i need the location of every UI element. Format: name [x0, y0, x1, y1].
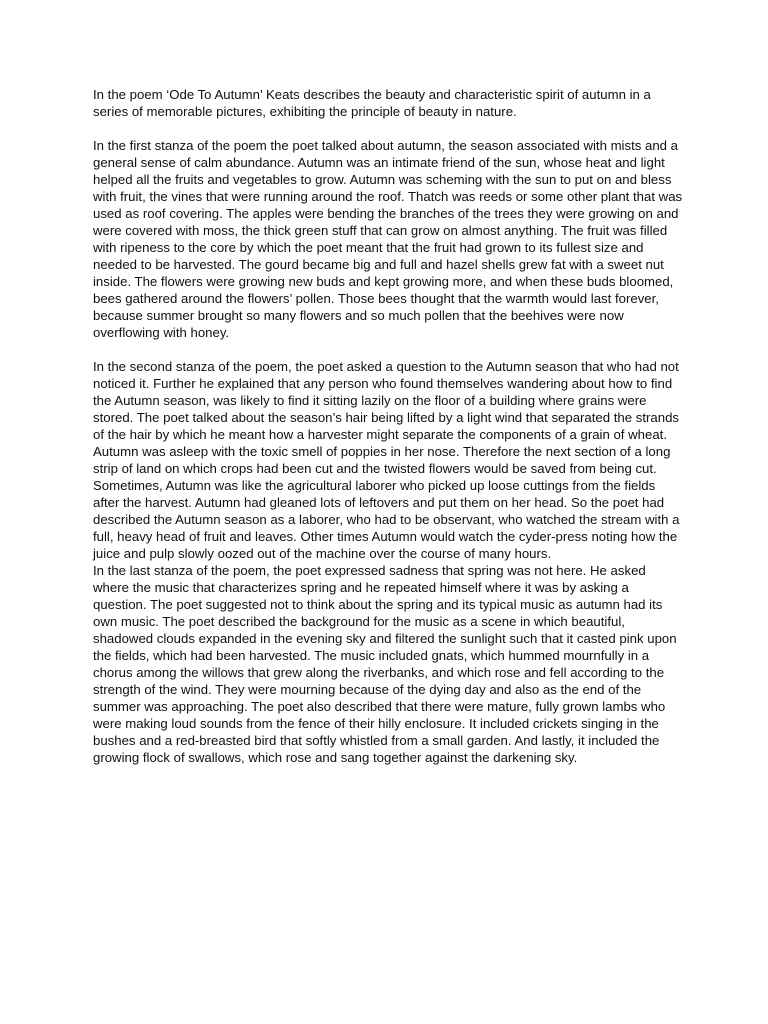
document-page	[93, 86, 683, 766]
paragraph-first-stanza: In the first stanza of the poem the poet talked about autumn, the season associated with mists and a general sense of calm abundance. Autumn was an intimate friend of the sun, whose heat and light helped all the fruits and vegetables to grow. Autumn was scheming with the sun to put on and bless with fruit, the vines that were running around the roof. Thatch was reeds or some other plant that was used as roof covering. The apples were bending the branches of the trees they were growing on and were covered with moss, the thick green stuff that can grow on almost anything. The fruit was filled with ripeness to the core by which the poet meant that the fruit had grown to its fullest size and needed to be harvested. The gourd became big and full and hazel shells grew fat with a sweet nut inside. The flowers were growing new buds and kept growing more, and when these buds bloomed, bees gathered around the flowers’ pollen. Those bees thought that the warmth would last forever, because summer brought so many flowers and so much pollen that the beehives were now overflowing with honey.	[93, 138, 683, 340]
paragraph-second-stanza: In the second stanza of the poem, the poet asked a question to the Autumn season that who had not noticed it. Further he explained that any person who found themselves wandering about how to find the Autumn season, was likely to find it sitting lazily on the floor of a building where grains were stored. The poet talked about the season’s hair being lifted by a light wind that separated the strands of the hair by which he meant how a harvester might separate the components of a grain of wheat. Autumn was asleep with the toxic smell of poppies in her nose. Therefore the next section of a long strip of land on which crops had been cut and the twisted flowers would be saved from being cut. Sometimes, Autumn was like the agricultural laborer who picked up loose cuttings from the fields after the harvest. Autumn had gleaned lots of leftovers and put them on her head. So the poet had described the Autumn season as a laborer, who had to be observant, who watched the stream with a full, heavy head of fruit and leaves. Other times Autumn would watch the cyder-press noting how the juice and pulp slowly oozed out of the machine over the course of many hours.	[93, 359, 680, 561]
paragraph-intro: In the poem ‘Ode To Autumn’ Keats describes the beauty and characteristic spirit of autumn in a series of memorable pictures, exhibiting the principle of beauty in nature.	[93, 87, 651, 119]
paragraph-last-stanza: In the last stanza of the poem, the poet expressed sadness that spring was not here. He asked where the music that characterizes spring and he repeated himself where it was by asking a question. The poet suggested not to think about the spring and its typical music as autumn had its own music. The poet described the background for the music as a scene in which beautiful, shadowed clouds expanded in the evening sky and filtered the sunlight such that it casted pink upon the fields, which had been harvested. The music included gnats, which hummed mournfully in a chorus among the willows that grew along the riverbanks, and which rose and fell according to the strength of the wind. They were mourning because of the dying day and also as the end of the summer was approaching. The poet also described that there were mature, fully grown lambs who were making loud sounds from the fence of their hilly enclosure. It included crickets singing in the bushes and a red-breasted bird that softly whistled from a small garden. And lastly, it included the growing flock of swallows, which rose and sang together against the darkening sky.	[93, 563, 677, 765]
